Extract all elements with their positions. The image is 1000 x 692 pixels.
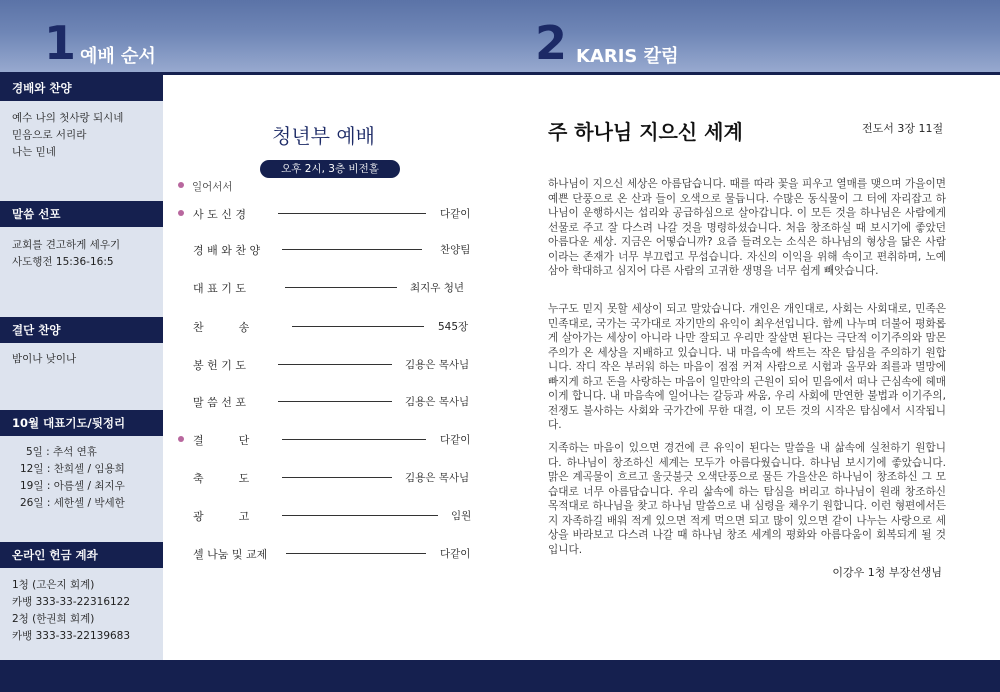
- prayer-row: 12일 : 찬희셀 / 임용희: [20, 463, 125, 475]
- decision-heading: 결단 찬양: [0, 317, 163, 343]
- stand-note: 일어서서: [192, 181, 233, 193]
- offering-heading: 온라인 헌금 계좌: [0, 542, 163, 568]
- program-item-label: 사 도 신 경: [193, 208, 246, 221]
- leader-line: [282, 477, 392, 478]
- program-item-value: 김용은 목사님: [405, 396, 470, 408]
- time-place-badge: 오후 2시, 3층 비전홀: [260, 160, 400, 178]
- program-item-label: 결 단: [193, 434, 250, 447]
- bullet-marker: [178, 436, 184, 442]
- section-title-column: [576, 42, 678, 68]
- prayer-row: 5일 : 추석 연휴: [26, 446, 97, 458]
- leader-line: [286, 553, 426, 554]
- sermon-scripture: 사도행전 15:36-16:5: [12, 256, 114, 268]
- praise-list: [12, 110, 162, 161]
- offering-line: 카뱅 333-33-22139683: [12, 630, 131, 642]
- program-item-value: 다같이: [440, 208, 471, 220]
- leader-line: [282, 439, 426, 440]
- column-title: 주 하나님 지으신 세계: [548, 120, 743, 144]
- program-title: 청년부 예배: [272, 124, 375, 148]
- decision-song: 밤이나 낮이나: [12, 353, 77, 365]
- program-item-label: 찬 송: [193, 321, 250, 334]
- leader-line: [278, 364, 392, 365]
- praise-song: 예수 나의 첫사랑 되시네: [12, 112, 124, 124]
- leader-line: [285, 287, 397, 288]
- karis-brand: KARIS: [576, 46, 638, 67]
- column-paragraph: 지족하는 마음이 있으면 경건에 큰 유익이 된다는 말씀을 내 삶속에 실천하기 원합니다. 하나님이 창조하신 세계는 모두가 아름다웠습니다. 하나님 보시기에 좋았습니다. 맑은 계곡물이 흐르고 울긋불긋 오색단풍으로 물든 가을산은 하나님이 창조하신 그 모습대로 너무 아름답습니다. 우리 삶속에 하는 탐심을 버리고 하나님이 원래 창조하신 목적대로 하나님을 찾고 하나님 말씀으로 내 심령을 채우기 원합니다. 이런 형편에서든지 자족하길 배워 적게 있으면 적게 먹으면 되고 많이 있으면 같이 나누는 사랑으로 세상을 바라보고 다스려 나갈 때 하나님 창조 세계의 평화와 아름다움이 회복되게 될 것입니다.: [548, 442, 946, 556]
- offering-line: 1청 (고은지 회계): [12, 579, 95, 591]
- decision-info: [12, 351, 162, 368]
- section-number-2: 2: [535, 16, 568, 70]
- praise-song: 믿음으로 서리라: [12, 129, 87, 141]
- leader-line: [278, 401, 392, 402]
- program-item-value: 김용은 목사님: [405, 472, 470, 484]
- program-item-value: 다같이: [440, 434, 471, 446]
- sermon-heading: 말씀 선포: [0, 201, 163, 227]
- offering-accounts: [12, 577, 162, 645]
- prayer-row: 19일 : 아름셀 / 최지우: [20, 480, 125, 492]
- program-item-label: 경 배 와 찬 양: [193, 244, 261, 257]
- program-item-label: 봉 헌 기 도: [193, 359, 246, 372]
- program-item-label: 대 표 기 도: [193, 282, 246, 295]
- program-item-label: 말 씀 선 포: [193, 396, 246, 409]
- prayer-row: 26일 : 세한셀 / 박세한: [20, 497, 125, 509]
- program-item-value: 임원: [451, 510, 472, 522]
- column-author: 이강우 1청 부장선생님: [832, 566, 942, 579]
- praise-song: 나는 믿네: [12, 146, 56, 158]
- column-label: 칼럼: [643, 46, 679, 67]
- prayer-heading: 10월 대표기도/뒷정리: [0, 410, 163, 436]
- section-number-1: 1: [44, 16, 77, 70]
- leader-line: [292, 326, 424, 327]
- column-paragraph: 하나님이 지으신 세상은 아름답습니다. 때를 따라 꽃을 피우고 열매를 맺으며 가을이면 예쁜 단풍으로 온 산과 들이 오색으로 물듭니다. 수많은 동식물이 그 터에 자리잡고 하나님이 운행하시는 섭리와 공급하심으로 살아갑니다. 이 모든 것을 하나님은 사람에게 선물로 주고 잘 다스려 나갈 것을 명령하셨습니다. 처음 창조하실 때 보시기에 좋았던 아름다운 세상. 지금은 어떻습니까? 요즘 들려오는 소식은 하나님의 형상을 닮은 사람이라는 존재가 너무 부끄럽고 무섭습니다. 자신의 이익을 위해 속이고 편취하며, 노예삼아 학대하고 심지어 다른 사람의 고귀한 생명을 너무 쉽게 빼앗습니다.: [548, 178, 946, 277]
- program-item-value: 545장: [438, 321, 469, 333]
- bullet-marker: [178, 182, 184, 188]
- scripture-reference: 전도서 3장 11절: [862, 122, 944, 135]
- program-item-label: 셀 나눔 및 교제: [193, 548, 268, 561]
- program-item-label: 광 고: [193, 510, 250, 523]
- sermon-title: 교회를 견고하게 세우기: [12, 239, 121, 251]
- praise-heading: 경배와 찬양: [0, 75, 163, 101]
- sermon-info: [12, 237, 162, 271]
- leader-line: [278, 213, 426, 214]
- column-paragraph: 누구도 믿지 못할 세상이 되고 말았습니다. 개인은 개인대로, 사회는 사회대로, 민족은 민족대로, 국가는 국가대로 자기만의 유익이 최우선입니다. 함께 나누며 더불어 평화롭게 살아가는 세상이 아니라 나만 잘되고 우리만 잘살면 된다는 극단적 이기주의와 맘몬주의가 온 세상을 지배하고 있습니다. 내 마음속에 싹트는 작은 탐심을 주의하기 원합니다. 작디 작은 부러워 하는 마음이 점점 커져 사람으로 시험과 올무와 죄를과 멸망에 빠지게 하고 돈을 사랑하는 마음이 일만악의 근원이 되어 믿음에서 떠나 근심속에 헤매이게 합니다. 내 마음속에 일어나는 갈등과 싸움, 우리 사회에 만연한 불법과 이기주의, 전쟁도 불사하는 사회와 국가간에 무한 대결, 이 모든 것의 시작은 탐심에서 시작됩니다.: [548, 303, 946, 431]
- offering-line: 카뱅 333-33-22316122: [12, 596, 131, 608]
- program-item-value: 최지우 청년: [410, 282, 465, 294]
- leader-line: [282, 249, 422, 250]
- prayer-schedule: [20, 444, 170, 512]
- program-item-label: 축 도: [193, 472, 250, 485]
- offering-line: 2청 (한권희 회계): [12, 613, 95, 625]
- program-item-value: 찬양팀: [440, 244, 471, 256]
- bullet-marker: [178, 210, 184, 216]
- program-item-value: 다같이: [440, 548, 471, 560]
- footer-bar: [0, 660, 1000, 692]
- leader-line: [282, 515, 438, 516]
- program-item-value: 김용은 목사님: [405, 359, 470, 371]
- section-title-order: 예배 순서: [80, 46, 156, 67]
